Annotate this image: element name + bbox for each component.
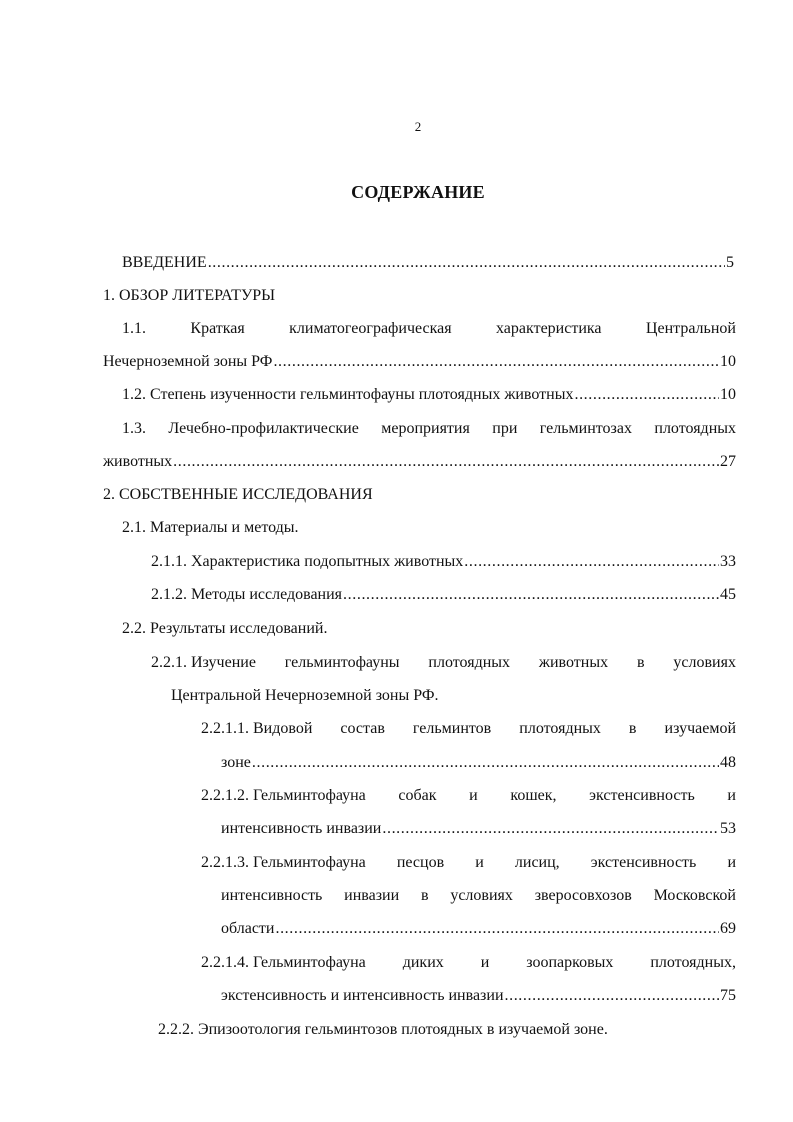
toc-entry-text: интенсивность инвазии xyxy=(221,820,382,837)
toc-entry-2-2-1-4[interactable] xyxy=(201,953,736,973)
toc-word: 2.2.1.4. Гельминтофауна xyxy=(201,954,366,971)
dot-leader xyxy=(173,452,719,472)
toc-word: кошек, xyxy=(510,787,557,804)
toc-entry-2-2-1-2[interactable] xyxy=(201,786,736,806)
toc-word: Московской xyxy=(653,887,736,904)
toc-word: диких xyxy=(402,954,444,971)
toc-entry-text: 1.2. Степень изученности гельминтофауны плотоядных животных xyxy=(122,386,574,403)
toc-entry-page: 48 xyxy=(720,754,736,771)
toc-chapter-1[interactable]: 1. ОБЗОР ЛИТЕРАТУРЫ xyxy=(103,287,276,304)
dot-leader xyxy=(275,919,719,939)
toc-entry-text: зоне xyxy=(221,754,251,771)
toc-word: плотоядных xyxy=(519,720,601,737)
toc-entry-2-1[interactable]: 2.1. Материалы и методы. xyxy=(122,519,299,536)
dot-leader xyxy=(505,986,720,1006)
toc-entry-2-2-1-3[interactable] xyxy=(201,853,736,873)
toc-word: в xyxy=(628,720,637,737)
toc-word: мероприятия xyxy=(381,420,470,437)
toc-entry-text: Нечерноземной зоны РФ xyxy=(103,353,273,370)
toc-entry-2-2-1-3-line2[interactable] xyxy=(221,886,736,906)
toc-word: и xyxy=(727,787,736,804)
toc-entry-text: области xyxy=(221,920,275,937)
toc-entry-page: 53 xyxy=(720,820,736,837)
toc-entry-2-1-2[interactable] xyxy=(151,585,736,605)
toc-entry-1-2[interactable] xyxy=(122,385,736,405)
toc-word: песцов xyxy=(396,854,445,871)
dot-leader xyxy=(252,753,719,773)
toc-word: при xyxy=(492,420,518,437)
toc-word: условиях xyxy=(450,887,513,904)
toc-heading: СОДЕРЖАНИЕ xyxy=(351,182,485,202)
toc-entry-2-1-1[interactable] xyxy=(151,552,736,572)
toc-word: зоопарковых xyxy=(526,954,614,971)
toc-word: Центральной xyxy=(645,320,736,337)
toc-word: плотоядных xyxy=(654,420,736,437)
toc-entry-text: экстенсивность и интенсивность инвазии xyxy=(221,987,504,1004)
toc-entry-text: 2.1.2. Методы исследования xyxy=(151,586,343,603)
toc-word: в xyxy=(636,654,645,671)
dot-leader xyxy=(464,552,719,572)
toc-entry-1-3[interactable] xyxy=(122,419,736,439)
toc-word: и xyxy=(480,954,490,971)
toc-word: гельминтозах xyxy=(539,420,632,437)
toc-word: климатогеографическая xyxy=(289,320,452,337)
toc-entry-text: 2.1.1. Характеристика подопытных животных xyxy=(151,553,464,570)
toc-word: Лечебно-профилактические xyxy=(168,420,359,437)
toc-entry-2-2-1-1[interactable] xyxy=(201,719,736,739)
toc-word: и xyxy=(727,854,736,871)
toc-entry-page: 33 xyxy=(720,553,736,570)
toc-entry-text: ВВЕДЕНИЕ xyxy=(122,254,207,271)
toc-entry-page: 10 xyxy=(720,353,736,370)
toc-word: собак xyxy=(398,787,437,804)
toc-entry-1-3-cont[interactable] xyxy=(103,452,736,472)
toc-entry-1-1-cont[interactable] xyxy=(103,352,736,372)
toc-word: 2.2.1. Изучение xyxy=(151,654,256,671)
toc-entry-2-2-1-cont[interactable]: Центральной Нечерноземной зоны РФ. xyxy=(171,687,439,704)
toc-entry-page: 27 xyxy=(720,453,736,470)
toc-entry-page: 45 xyxy=(720,586,736,603)
toc-entry-1-1[interactable] xyxy=(122,319,736,339)
toc-word: лисиц, xyxy=(514,854,560,871)
toc-word: 2.2.1.1. Видовой xyxy=(201,720,313,737)
toc-word: и xyxy=(469,787,478,804)
toc-word: экстенсивность xyxy=(589,787,695,804)
toc-word: и xyxy=(475,854,484,871)
dot-leader xyxy=(382,819,719,839)
toc-word: экстенсивность xyxy=(590,854,697,871)
toc-word: животных xyxy=(538,654,609,671)
toc-word: характеристика xyxy=(496,320,602,337)
dot-leader xyxy=(273,352,719,372)
toc-word: гельминтофауны xyxy=(284,654,400,671)
toc-word: 1.3. xyxy=(122,420,146,437)
toc-word: изучаемой xyxy=(664,720,736,737)
toc-entry-2-2-2[interactable]: 2.2.2. Эпизоотология гельминтозов плотоядных в изучаемой зоне. xyxy=(158,1021,608,1038)
toc-word: в xyxy=(420,887,429,904)
toc-word: инвазии xyxy=(344,887,400,904)
toc-entry-2-2-1-1-cont[interactable] xyxy=(221,753,736,773)
toc-entry-intro[interactable] xyxy=(122,253,734,273)
toc-word: зверосовхозов xyxy=(534,887,632,904)
toc-entry-2-2-1-4-cont[interactable] xyxy=(221,986,736,1006)
toc-entry-page: 5 xyxy=(726,254,734,271)
toc-word: состав xyxy=(340,720,385,737)
toc-word: плотоядных, xyxy=(650,954,736,971)
toc-word: 2.2.1.2. Гельминтофауна xyxy=(201,787,366,804)
toc-entry-2-2[interactable]: 2.2. Результаты исследований. xyxy=(122,620,328,637)
toc-word: интенсивность xyxy=(221,887,323,904)
toc-entry-text: животных xyxy=(103,453,173,470)
toc-word: гельминтов xyxy=(412,720,492,737)
toc-entry-2-2-1-3-cont[interactable] xyxy=(221,919,736,939)
dot-leader xyxy=(208,253,725,273)
page-number: 2 xyxy=(414,119,422,134)
toc-entry-page: 10 xyxy=(720,386,736,403)
dot-leader xyxy=(343,585,719,605)
toc-chapter-2[interactable]: 2. СОБСТВЕННЫЕ ИССЛЕДОВАНИЯ xyxy=(103,486,373,503)
toc-entry-page: 75 xyxy=(720,987,736,1004)
toc-word: 2.2.1.3. Гельминтофауна xyxy=(201,854,366,871)
toc-entry-2-2-1[interactable] xyxy=(151,653,736,673)
toc-word: плотоядных xyxy=(428,654,511,671)
toc-entry-page: 69 xyxy=(720,920,736,937)
toc-entry-2-2-1-2-cont[interactable] xyxy=(221,819,736,839)
toc-word: условиях xyxy=(673,654,736,671)
toc-word: Краткая xyxy=(190,320,245,337)
toc-word: 1.1. xyxy=(122,320,146,337)
dot-leader xyxy=(574,385,719,405)
